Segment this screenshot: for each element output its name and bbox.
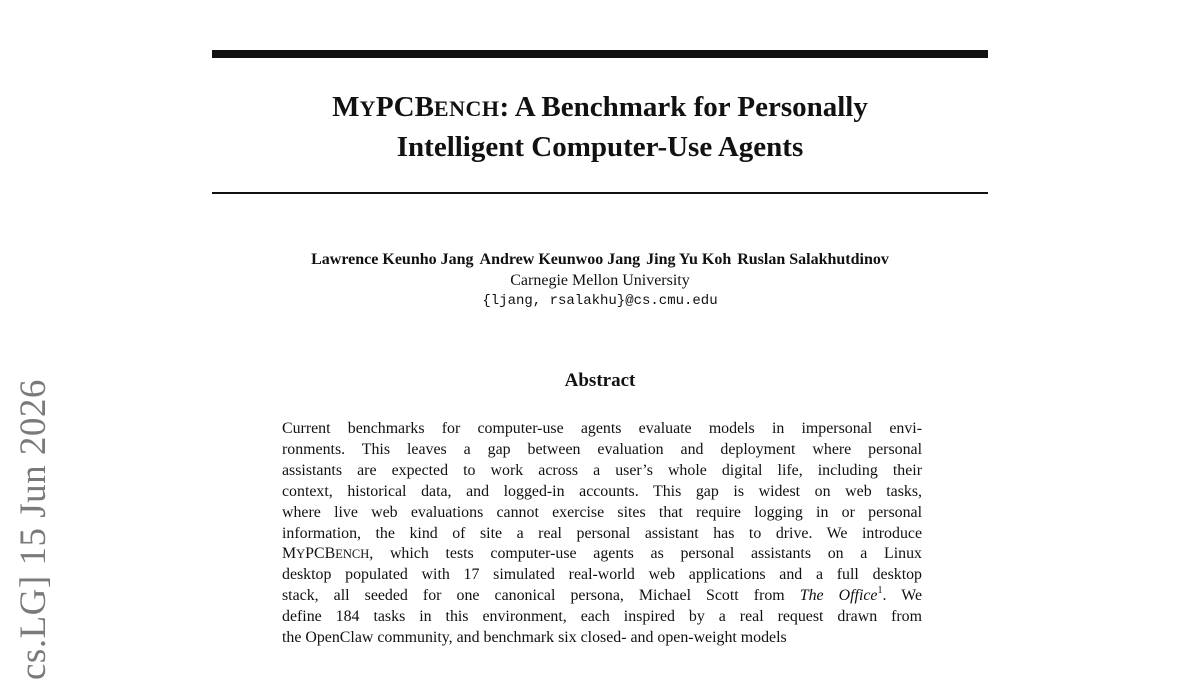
title-line-2: Intelligent Computer-Use Agents [396,131,804,163]
abstract-line: ronments. This leaves a gap between evaluation and deployment where personal [282,440,922,458]
abstract-text [282,419,922,649]
footnote-marker[interactable]: 1 [877,585,883,597]
title-top-rule [212,50,988,58]
abstract-line: Current benchmarks for computer-use agents evaluate models in impersonal envi- [282,420,922,437]
title-smallcap-ench: ENCH [433,96,500,121]
abstract-line: information, the kind of site a real personal assistant has to drive. We introduce [282,524,922,542]
abstract-line-with-footnote [282,586,922,607]
author-email: {ljang, rsalakhu}@cs.cmu.edu [482,293,718,309]
title-smallcap-m: M [332,91,360,123]
abstract-line: assistants are expected to work across a user’s whole digital life, including their [282,461,922,479]
show-title: The Office [799,587,878,605]
abstract-line: where live web evaluations cannot exercise sites that require logging in or personal [282,503,922,521]
abstract-line: desktop populated with 17 simulated real-world web applications and a full desktop [282,566,922,584]
affiliation: Carnegie Mellon University [510,272,690,289]
author-name: Ruslan Salakhutdinov [737,251,889,268]
title-smallcap-pcb: PCB [375,91,434,123]
abstract-benchmark-name: MYPCBENCH, [282,545,374,563]
author-name: Andrew Keunwoo Jang [479,251,641,268]
title-line-1-rest: : A Benchmark for Personally [499,91,868,123]
abstract-line-rest: stack, all seeded for one canonical persona, Michael Scott from [282,587,785,605]
abstract-line: the OpenClaw community, and benchmark six closed- and open-weight models [282,629,787,647]
author-block [200,249,1000,312]
paper-title [212,88,988,166]
abstract-line-tail: . We [882,587,922,605]
arxiv-identifier-stamp: cs.LG] 15 Jun 2026 [13,379,54,680]
title-bottom-rule [212,192,988,194]
title-line-1 [332,91,868,123]
abstract-line-with-name [282,544,922,565]
author-list [200,249,1000,270]
abstract-line: define 184 tasks in this environment, each inspired by a real request drawn from [282,608,922,626]
abstract-heading: Abstract [564,370,636,391]
abstract-line: context, historical data, and logged-in accounts. This gap is widest on web tasks, [282,482,922,500]
abstract-line-rest: which tests computer-use agents as personal assistants on a Linux [389,545,922,563]
title-smallcap-y: Y [359,96,376,121]
author-name: Lawrence Keunho Jang [311,251,474,268]
author-name: Jing Yu Koh [646,251,732,268]
